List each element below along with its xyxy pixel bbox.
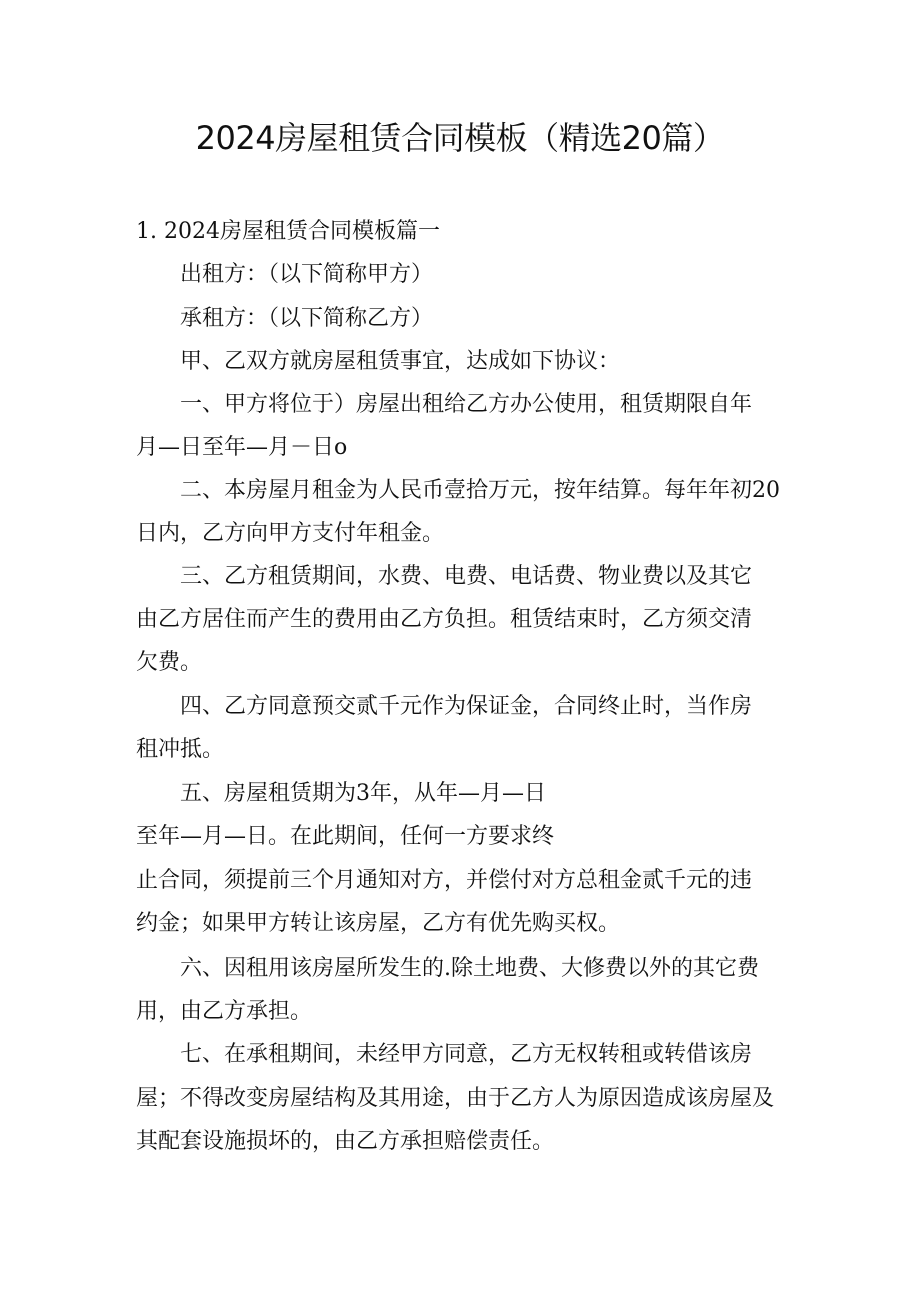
- clause-5-line-1: 五、房屋租赁期为3年，从年—月—日: [180, 781, 546, 806]
- clause-6-line-1: 六、因租用该房屋所发生的.除土地费、大修费以外的其它费: [180, 956, 759, 981]
- clause-3-line-1: 三、乙方租赁期间，水费、电费、电话费、物业费以及其它: [180, 564, 753, 589]
- clause-2-line-2: 日内，乙方向甲方支付年租金。: [136, 521, 445, 546]
- agreement-intro: 甲、乙双方就房屋租赁事宜，达成如下协议：: [180, 349, 621, 374]
- document-title: 2024房屋租赁合同模板（精选20篇）: [195, 119, 725, 157]
- clause-3-line-3: 欠费。: [136, 650, 203, 675]
- clause-1-line-1: 一、甲方将位于）房屋出租给乙方办公使用，租赁期限自年: [180, 392, 753, 417]
- clause-5-line-4: 约金；如果甲方转让该房屋，乙方有优先购买权。: [136, 911, 621, 936]
- clause-6-line-2: 用，由乙方承担。: [136, 999, 313, 1024]
- clause-7-line-2: 屋；不得改变房屋结构及其用途，由于乙方人为原因造成该房屋及: [136, 1086, 775, 1111]
- clause-5-line-2: 至年—月—日。在此期间，任何一方要求终: [136, 824, 555, 849]
- clause-7-line-1: 七、在承租期间，未经甲方同意，乙方无权转租或转借该房: [180, 1042, 753, 1067]
- section-heading: 1. 2024房屋租赁合同模板篇一: [136, 219, 440, 244]
- clause-4-line-1: 四、乙方同意预交贰千元作为保证金，合同终止时，当作房: [180, 694, 753, 719]
- lessor-line: 出租方：（以下简称甲方）: [180, 262, 434, 287]
- clause-5-line-3: 止合同，须提前三个月通知对方，并偿付对方总租金贰千元的违: [136, 868, 753, 893]
- clause-2-line-1: 二、本房屋月租金为人民币壹拾万元，按年结算。每年年初20: [180, 478, 780, 503]
- clause-3-line-2: 由乙方居住而产生的费用由乙方负担。租赁结束时，乙方须交清: [136, 607, 753, 632]
- clause-7-line-3: 其配套设施损坏的，由乙方承担赔偿责任。: [136, 1129, 555, 1154]
- lessee-line: 承租方：（以下简称乙方）: [180, 306, 434, 331]
- clause-4-line-2: 租冲抵。: [136, 737, 225, 762]
- clause-1-line-2: 月—日至年—月－日o: [136, 435, 348, 460]
